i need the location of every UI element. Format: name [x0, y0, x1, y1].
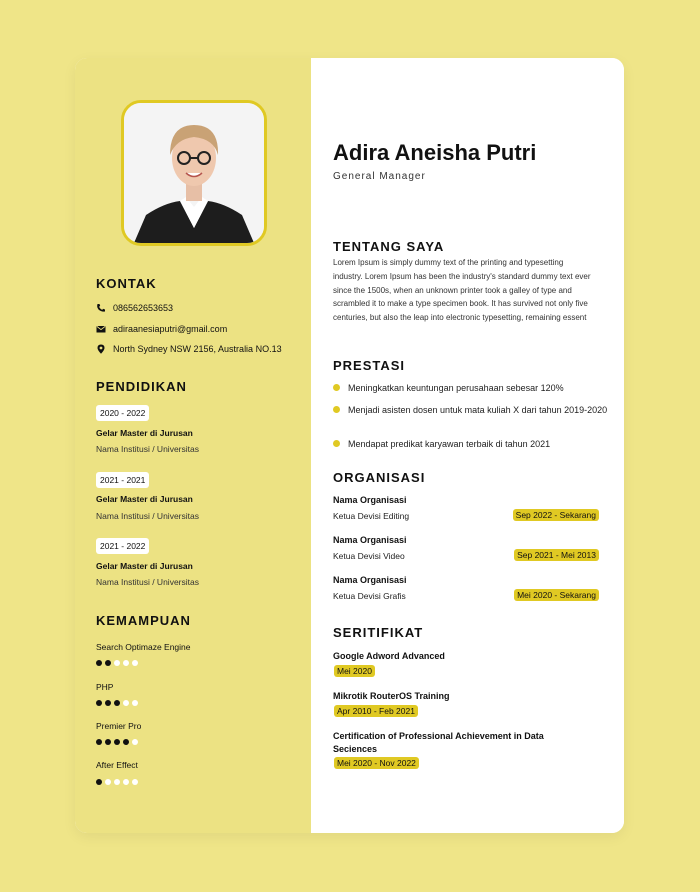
organization-period: Sep 2022 - Sekarang [513, 509, 599, 521]
organization-period: Sep 2021 - Mei 2013 [514, 549, 599, 561]
certificate-name: Google Adword Advanced [333, 651, 445, 661]
bullet-dot-icon [333, 440, 340, 447]
organization-period: Mei 2020 - Sekarang [514, 589, 599, 601]
rating-dot-empty-icon [123, 779, 129, 785]
skill-rating [96, 739, 138, 745]
rating-dot-filled-icon [105, 739, 111, 745]
skill-rating [96, 779, 138, 785]
contact-phone-text: 086562653653 [113, 303, 174, 313]
certificate-name: Certification of Professional Achievement in Data Seciences [333, 731, 544, 754]
achievement-item [333, 404, 610, 416]
certificate-name: Mikrotik RouterOS Training [333, 691, 450, 701]
certificate-period: Apr 2010 - Feb 2021 [334, 705, 418, 717]
achievement-text: Meningkatkan keuntungan perusahaan sebesar 120% [348, 383, 564, 393]
phone-icon [96, 303, 106, 313]
skill-name: PHP [96, 682, 114, 692]
education-title: PENDIDIKAN [96, 379, 187, 394]
main-content [311, 58, 624, 833]
rating-dot-filled-icon [114, 700, 120, 706]
rating-dot-filled-icon [96, 779, 102, 785]
rating-dot-empty-icon [114, 779, 120, 785]
certificate-period: Mei 2020 [334, 665, 375, 677]
rating-dot-empty-icon [132, 779, 138, 785]
location-pin-icon [96, 344, 106, 354]
certificates-title: SERITIFIKAT [333, 625, 424, 640]
rating-dot-filled-icon [96, 660, 102, 666]
rating-dot-empty-icon [123, 700, 129, 706]
education-years: 2021 - 2021 [96, 472, 149, 488]
contact-email[interactable] [96, 324, 227, 334]
organization-role: Ketua Devisi Grafis [333, 591, 406, 601]
skill-name: Premier Pro [96, 721, 142, 731]
contact-address-text: North Sydney NSW 2156, Australia NO.13 [113, 344, 282, 354]
person-role: General Manager [333, 171, 426, 182]
organization-role: Ketua Devisi Video [333, 551, 405, 561]
education-degree: Gelar Master di Jurusan [96, 428, 193, 438]
achievement-item [333, 438, 610, 450]
mail-icon [96, 324, 106, 334]
achievement-text: Mendapat predikat karyawan terbaik di tahun 2021 [348, 439, 551, 449]
rating-dot-empty-icon [132, 700, 138, 706]
skill-name: After Effect [96, 760, 138, 770]
education-institution: Nama Institusi / Universitas [96, 577, 199, 587]
rating-dot-filled-icon [123, 739, 129, 745]
skill-rating [96, 660, 138, 666]
rating-dot-empty-icon [114, 660, 120, 666]
certificate-period: Mei 2020 - Nov 2022 [334, 757, 419, 769]
organization-name: Nama Organisasi [333, 495, 407, 505]
skill-name: Search Optimaze Engine [96, 642, 191, 652]
rating-dot-empty-icon [123, 660, 129, 666]
education-degree: Gelar Master di Jurusan [96, 494, 193, 504]
person-portrait-icon [124, 103, 264, 243]
profile-photo [121, 100, 267, 246]
achievement-text: Menjadi asisten dosen untuk mata kuliah X dari tahun 2019-2020 [348, 405, 608, 415]
about-text: Lorem Ipsum is simply dummy text of the printing and typesetting industry. Lorem Ipsum has been the industry's standard dummy text ever since the 1500s, when an unknown printer took a galley of type and scrambled it to make a type specimen book. It has survived not only five centuries, but also the leap into electronic typesetting, remaining essent [333, 258, 591, 323]
achievement-item [333, 382, 610, 394]
about-title: TENTANG SAYA [333, 239, 445, 254]
organization-name: Nama Organisasi [333, 575, 407, 585]
skill-rating [96, 700, 138, 706]
resume-card [75, 58, 624, 833]
bullet-dot-icon [333, 406, 340, 413]
rating-dot-empty-icon [132, 739, 138, 745]
bullet-dot-icon [333, 384, 340, 391]
sidebar [75, 58, 311, 833]
rating-dot-filled-icon [105, 700, 111, 706]
rating-dot-filled-icon [96, 700, 102, 706]
person-name: Adira Aneisha Putri [333, 140, 537, 165]
rating-dot-empty-icon [105, 779, 111, 785]
organization-name: Nama Organisasi [333, 535, 407, 545]
education-institution: Nama Institusi / Universitas [96, 444, 199, 454]
education-years: 2020 - 2022 [96, 405, 149, 421]
rating-dot-filled-icon [105, 660, 111, 666]
rating-dot-filled-icon [96, 739, 102, 745]
education-degree: Gelar Master di Jurusan [96, 561, 193, 571]
education-years: 2021 - 2022 [96, 538, 149, 554]
skills-title: KEMAMPUAN [96, 613, 191, 628]
achievements-title: PRESTASI [333, 358, 406, 373]
rating-dot-filled-icon [114, 739, 120, 745]
contact-email-text: adiraanesiaputri@gmail.com [113, 324, 228, 334]
organizations-title: ORGANISASI [333, 470, 426, 485]
rating-dot-empty-icon [132, 660, 138, 666]
contact-title: KONTAK [96, 276, 157, 291]
education-institution: Nama Institusi / Universitas [96, 511, 199, 521]
contact-address [96, 344, 282, 354]
organization-role: Ketua Devisi Editing [333, 511, 410, 521]
contact-phone[interactable] [96, 303, 173, 313]
